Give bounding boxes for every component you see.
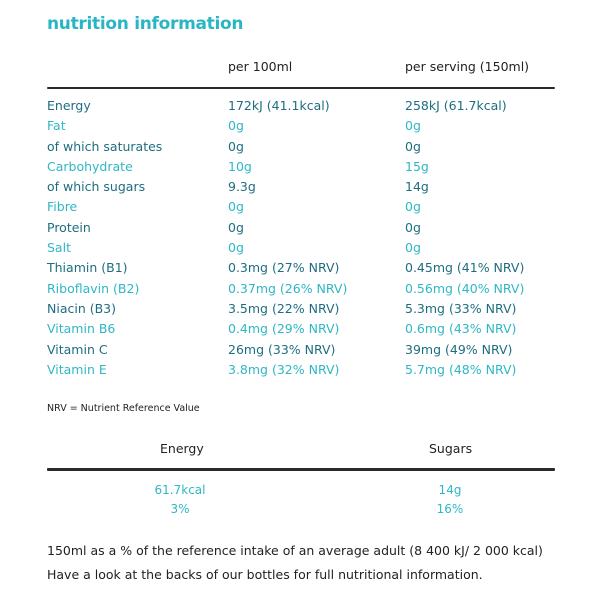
gda-sugars-value: 14g [438, 483, 462, 497]
gda-energy-percent: 3% [170, 502, 190, 516]
per-100ml-value: 0.37mg (26% NRV) [228, 280, 348, 296]
footer-reference-intake: 150ml as a % of the reference intake of an average adult (8 400 kJ/ 2 000 kcal) [47, 543, 543, 558]
gda-rule [47, 468, 555, 471]
per-100ml-value: 9.3g [228, 179, 256, 195]
table-row [0, 197, 600, 217]
table-row [0, 116, 600, 136]
gda-energy-value: 61.7kcal [154, 483, 206, 497]
gda-energy-header: Energy [160, 441, 204, 456]
page-title: nutrition information [47, 14, 244, 34]
nutrient-name: Vitamin C [47, 341, 108, 357]
table-row [0, 177, 600, 197]
per-serving-value: 0.45mg (41% NRV) [405, 260, 525, 276]
per-100ml-value: 10g [228, 158, 252, 174]
per-serving-value: 0g [405, 240, 421, 256]
nutrient-name: Vitamin E [47, 361, 107, 377]
nutrient-name: Niacin (B3) [47, 300, 117, 316]
table-row [0, 360, 600, 380]
nutrient-name: Energy [47, 98, 91, 113]
per-serving-value: 0.56mg (40% NRV) [405, 280, 525, 296]
per-100ml-value: 0g [228, 199, 244, 215]
table-top-rule [47, 87, 555, 89]
per-serving-value: 0g [405, 219, 421, 235]
per-100ml-value: 0g [228, 240, 244, 256]
per-serving-value: 15g [405, 158, 429, 174]
table-row [0, 279, 600, 299]
nutrient-name: of which sugars [47, 179, 146, 195]
nutrition-table [0, 96, 600, 380]
table-row [0, 137, 600, 157]
nutrient-name: Fat [47, 118, 66, 134]
per-serving-value: 5.7mg (48% NRV) [405, 361, 517, 377]
per-serving-value: 14g [405, 179, 429, 195]
table-row [0, 319, 600, 339]
per-100ml-value: 0.3mg (27% NRV) [228, 260, 340, 276]
nutrient-name: Protein [47, 219, 91, 235]
per-serving-value: 39mg (49% NRV) [405, 341, 513, 357]
per-100ml-value: 0g [228, 138, 244, 154]
per-serving-value: 0.6mg (43% NRV) [405, 321, 517, 337]
nutrient-name: Riboflavin (B2) [47, 280, 140, 296]
per-100ml-value: 0.4mg (29% NRV) [228, 321, 340, 337]
per-serving-value: 0g [405, 199, 421, 215]
per-100ml-value: 3.5mg (22% NRV) [228, 300, 340, 316]
per-100ml-value: 0g [228, 219, 244, 235]
table-row [0, 299, 600, 319]
footer-note: Have a look at the backs of our bottles for full nutritional information. [47, 567, 483, 582]
per-100ml-value: 3.8mg (32% NRV) [228, 361, 340, 377]
header-per-serving: per serving (150ml) [405, 59, 530, 74]
nrv-note: NRV = Nutrient Reference Value [47, 403, 200, 414]
nutrient-name: Vitamin B6 [47, 321, 116, 337]
table-row [0, 340, 600, 360]
table-row [0, 96, 600, 116]
per-100ml-value: 26mg (33% NRV) [228, 341, 336, 357]
per-serving-value: 5.3mg (33% NRV) [405, 300, 517, 316]
nutrient-name: Fibre [47, 199, 78, 215]
gda-sugars-header: Sugars [429, 441, 473, 456]
nutrient-name: Thiamin (B1) [47, 260, 128, 276]
table-row [0, 218, 600, 238]
per-serving-value: 0g [405, 118, 421, 134]
header-per-100ml: per 100ml [228, 59, 293, 74]
gda-sugars-percent: 16% [436, 502, 464, 516]
table-row [0, 258, 600, 278]
table-row [0, 157, 600, 177]
table-row [0, 238, 600, 258]
nutrient-name: Carbohydrate [47, 158, 133, 174]
per-serving-value: 0g [405, 138, 421, 154]
per-100ml-value: 0g [228, 118, 244, 134]
per-serving-value: 258kJ (61.7kcal) [405, 98, 507, 113]
nutrient-name: of which saturates [47, 138, 163, 154]
per-100ml-value: 172kJ (41.1kcal) [228, 98, 330, 113]
nutrient-name: Salt [47, 240, 71, 256]
